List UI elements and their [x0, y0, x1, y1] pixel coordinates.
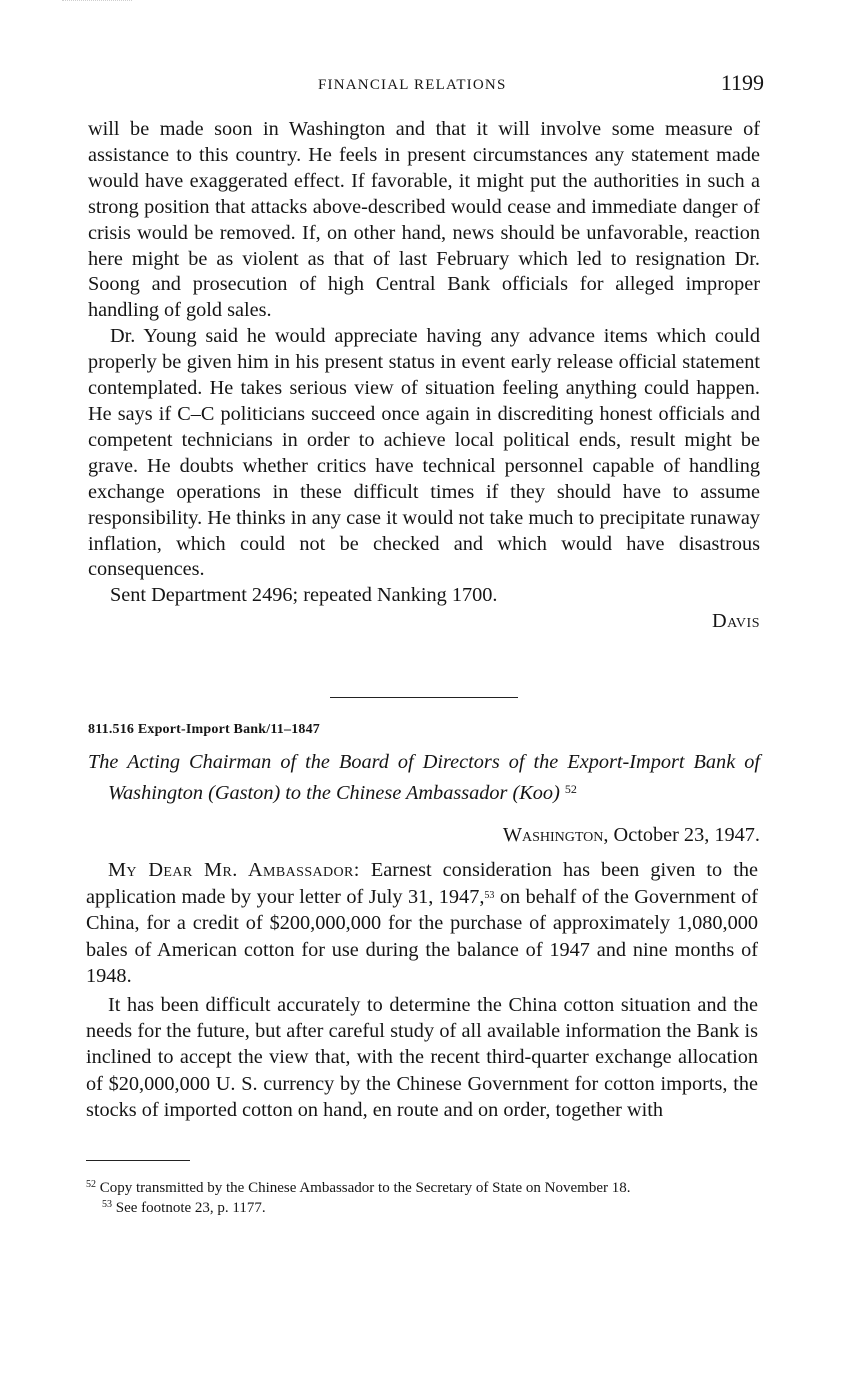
footnote-divider [86, 1160, 190, 1161]
scan-artifact [62, 0, 132, 1]
signature: Davis [711, 610, 760, 633]
dateline [503, 824, 760, 847]
paragraph: Sent Department 2496; repeated Nanking 1700. [110, 584, 498, 607]
footnote-marker: 52 [564, 781, 577, 796]
paragraph-text: on behalf of the Government of China, for a credit of $200,000,000 for the purchase of approximately 1,080,000 bales of American cotton for use during the balance of 1947 and nine months of 1948. [86, 886, 758, 987]
footnotes [86, 1177, 758, 1216]
dateline-place: Washington [502, 824, 604, 846]
section-divider [330, 697, 518, 698]
continued-telegram-text [88, 117, 760, 635]
paragraph [86, 857, 758, 989]
footnote-text: Copy transmitted by the Chinese Ambassador to the Secretary of State on November 18. [99, 1180, 631, 1196]
paragraph: It has been difficult accurately to determine the China cotton situation and the needs for the future, but after careful study of all available information the Bank is inclined to accept the view that, with the recent third-quarter exchange allocation of $20,000,000 U. S. currency by the Chinese Government for cotton imports, the stocks of imported cotton on hand, en route and on order, together with [86, 994, 758, 1121]
page-header [86, 70, 764, 100]
letter-body [86, 857, 758, 1123]
paragraph: will be made soon in Washington and that it will involve some measure of assistance to this country. He feels in present circumstances any statement made would have exaggerated effect. If favorable, it might put the authorities in such a strong position that attacks above-described would cease and immediate danger of crisis would be removed. If, on other hand, news should be unfavorable, reaction here might be as violent as that of last February which led to resignation Dr. Soong and prosecution of high Central Bank officials for alleged improper handling of gold sales. [88, 118, 760, 322]
footnote-number: 53 [102, 1198, 112, 1210]
salutation: My Dear Mr. Ambassador: [108, 859, 360, 881]
document-title [88, 749, 760, 806]
dateline-date: , October 23, 1947. [603, 824, 760, 846]
page-number: 1199 [720, 70, 764, 95]
running-head: FINANCIAL RELATIONS [318, 77, 507, 93]
footnote [86, 1197, 758, 1217]
paragraph-text: Earnest consideration has been given to the application made by your letter of July 31, 1947, [86, 859, 758, 909]
paragraph: Dr. Young said he would appreciate having any advance items which could properly be given him in his present status in event early release official statement contemplated. He takes serious view of situation feeling anything could happen. He says if C–C politicians succeed once again in discrediting honest officials and competent technicians in order to achieve local political ends, result might be grave. He doubts whether critics have technical personnel capable of handling exchange operations in these difficult times if they should have to assume responsibility. He thinks in any case it would not take much to precipitate runaway inflation, which could not be checked and which would have disastrous consequences. [88, 325, 760, 581]
footnote-number: 52 [86, 1179, 96, 1190]
footnote-marker: 53 [484, 890, 495, 902]
footnote-text: See footnote 23, p. 1177. [115, 1199, 266, 1216]
document-title-text: The Acting Chairman of the Board of Directors of the Export-Import Bank of Washington (Gaston) to the Chinese Ambassador (Koo) [88, 751, 760, 804]
footnote [86, 1177, 758, 1197]
file-reference: 811.516 Export-Import Bank/11–1847 [88, 722, 320, 737]
